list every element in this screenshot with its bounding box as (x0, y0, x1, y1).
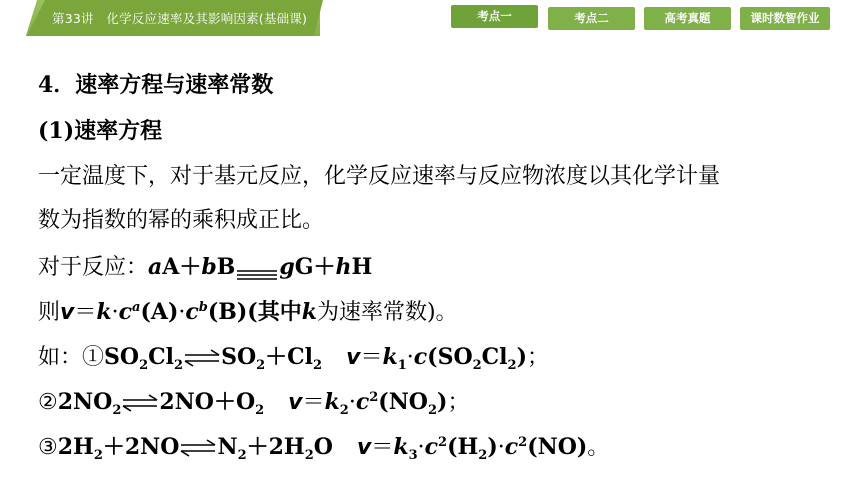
rate-prefix: 则 (38, 300, 61, 325)
rate-suffix: (其中 (247, 299, 302, 325)
example-2: $②2NO_2$ $2NO+O_2$ $v=k_2\cdot c^2(NO_2)$； (38, 389, 470, 418)
period: 。 (587, 435, 610, 460)
example-3: $③2H_2+2NO$ $N_2+2H_2O$ $v=k_3\cdot c^2(H_2)\cdot c^2(NO)$。 (38, 434, 610, 463)
section-heading: 4．速率方程与速率常数 (38, 72, 274, 98)
equilibrium-arrow (183, 349, 221, 367)
paragraph-line-1: 一定温度下，对于基元反应，化学反应速率与反应物浓度以其化学计量 (38, 164, 721, 189)
semicolon-2: ； (447, 390, 470, 415)
rate-law: 则$v=k\cdot c^a(A)\cdot c^b(B)$(其中k为速率常数)。 (38, 299, 458, 325)
general-reaction: 对于反应：aA＋bB gG＋hH (38, 254, 373, 280)
lesson-title: 第33讲 化学反应速率及其影响因素(基础课) (52, 11, 308, 26)
equilibrium-arrow (121, 394, 159, 412)
example-prefix: 如： (38, 345, 83, 370)
tab-kaodian-1[interactable]: 考点一 (451, 5, 538, 28)
semicolon-1: ； (527, 345, 550, 370)
example-3-marker: ③ (38, 435, 58, 460)
tab-keshi-zuoye[interactable]: 课时数智作业 (740, 7, 830, 30)
tab-gaokao-zhenti[interactable]: 高考真题 (644, 7, 731, 30)
subsection-heading-text: (1)速率方程 (38, 118, 163, 144)
tab-kaodian-2[interactable]: 考点二 (548, 7, 635, 30)
paragraph-line-2: 数为指数的幂的乘积成正比。 (38, 208, 325, 233)
example-1: 如：$①SO_2Cl_2$ $SO_2+Cl_2$ $v=k_1\cdot c(SO_2Cl_2)$； (38, 344, 550, 373)
example-2-marker: ② (38, 390, 58, 415)
example-1-marker: ① (82, 345, 105, 370)
subsection-heading (38, 116, 162, 147)
triple-equals-sign (235, 261, 279, 275)
top-nav-bar (0, 0, 860, 36)
reaction-prefix: 对于反应： (38, 255, 149, 280)
rate-note: 为速率常数)。 (316, 300, 458, 325)
equilibrium-arrow (179, 439, 217, 457)
